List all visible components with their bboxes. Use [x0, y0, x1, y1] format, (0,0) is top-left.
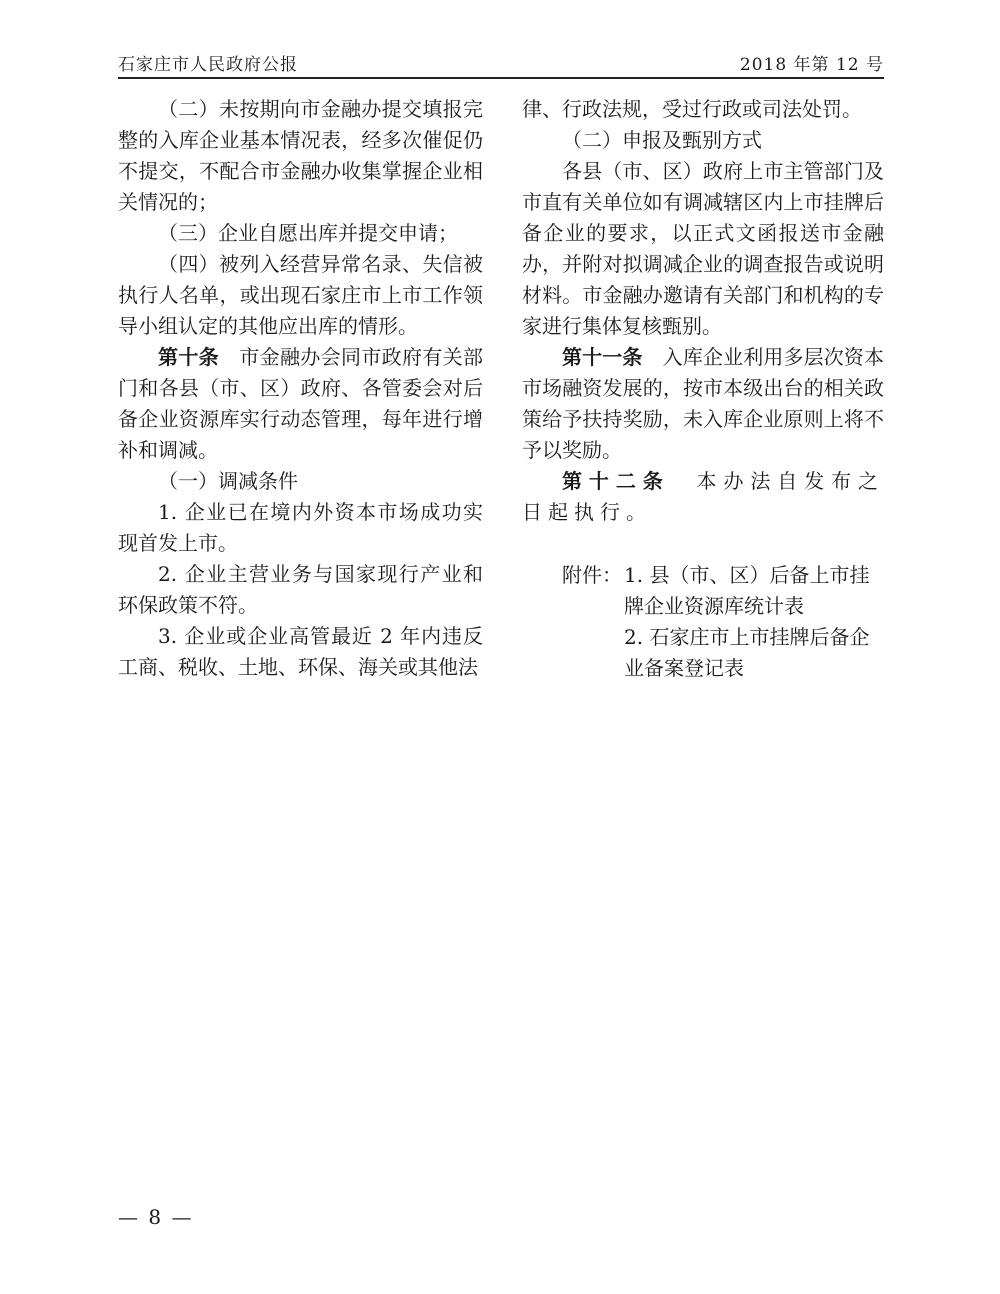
paragraph: 律、行政法规，受过行政或司法处罚。 [522, 97, 862, 121]
paragraph: （三）企业自愿出库并提交申请； [158, 221, 458, 245]
article-label: 第十条 [158, 345, 219, 369]
paragraph: 2. 企业主营业务与国家现行产业和环保政策不符。 [118, 562, 483, 617]
article-label: 第十二条 [562, 469, 670, 493]
paragraph: 各县（市、区）政府上市主管部门及市直有关单位如有调减辖区内上市挂牌后备企业的要求，以正式文函报送市金融办，并附对拟调减企业的调查报告或说明材料。市金融办邀请有关部门和机构的专家进行集体复核甄别。 [522, 159, 884, 338]
paragraph: （一）调减条件 [158, 469, 298, 493]
attachment-item: 附件： 1. 县（市、区）后备上市挂牌企业资源库统计表 [522, 560, 884, 622]
article-11: 第十一条 入库企业利用多层次资本市场融资发展的，按市本级出台的相关政策给予扶持奖励，未入库企业原则上将不予以奖励。 [522, 345, 885, 462]
gazette-title: 石家庄市人民政府公报 [118, 55, 298, 75]
page-header [118, 50, 884, 76]
page-number: — 8 — [118, 1205, 194, 1229]
attachment-item: 2. 石家庄市上市挂牌后备企业备案登记表 [624, 625, 870, 680]
article-label: 第十一条 [562, 345, 643, 369]
attachments-label: 附件： [562, 563, 622, 587]
paragraph: （二）申报及甄别方式 [562, 128, 762, 152]
paragraph: （二）未按期向市金融办提交填报完整的入库企业基本情况表，经多次催促仍不提交，不配合市金融办收集掌握企业相关情况的； [118, 97, 483, 214]
header-rule [118, 77, 884, 79]
article-12: 第十二条 本办法自发布之日起执行。 [522, 469, 885, 524]
attachments [522, 560, 884, 684]
left-column [118, 94, 483, 683]
article-10: 第十条 市金融办会同市政府有关部门和各县（市、区）政府、各管委会对后备企业资源库实行动态管理，每年进行增补和调减。 [118, 345, 483, 462]
issue-number: 2018 年第 12 号 [739, 55, 884, 75]
paragraph: （四）被列入经营异常名录、失信被执行人名单，或出现石家庄市上市工作领导小组认定的其他应出库的情形。 [118, 252, 483, 338]
paragraph: 3. 企业或企业高管最近 2 年内违反工商、税收、土地、环保、海关或其他法 [118, 624, 483, 679]
right-column [522, 94, 884, 684]
paragraph: 1. 企业已在境内外资本市场成功实现首发上市。 [118, 500, 483, 555]
